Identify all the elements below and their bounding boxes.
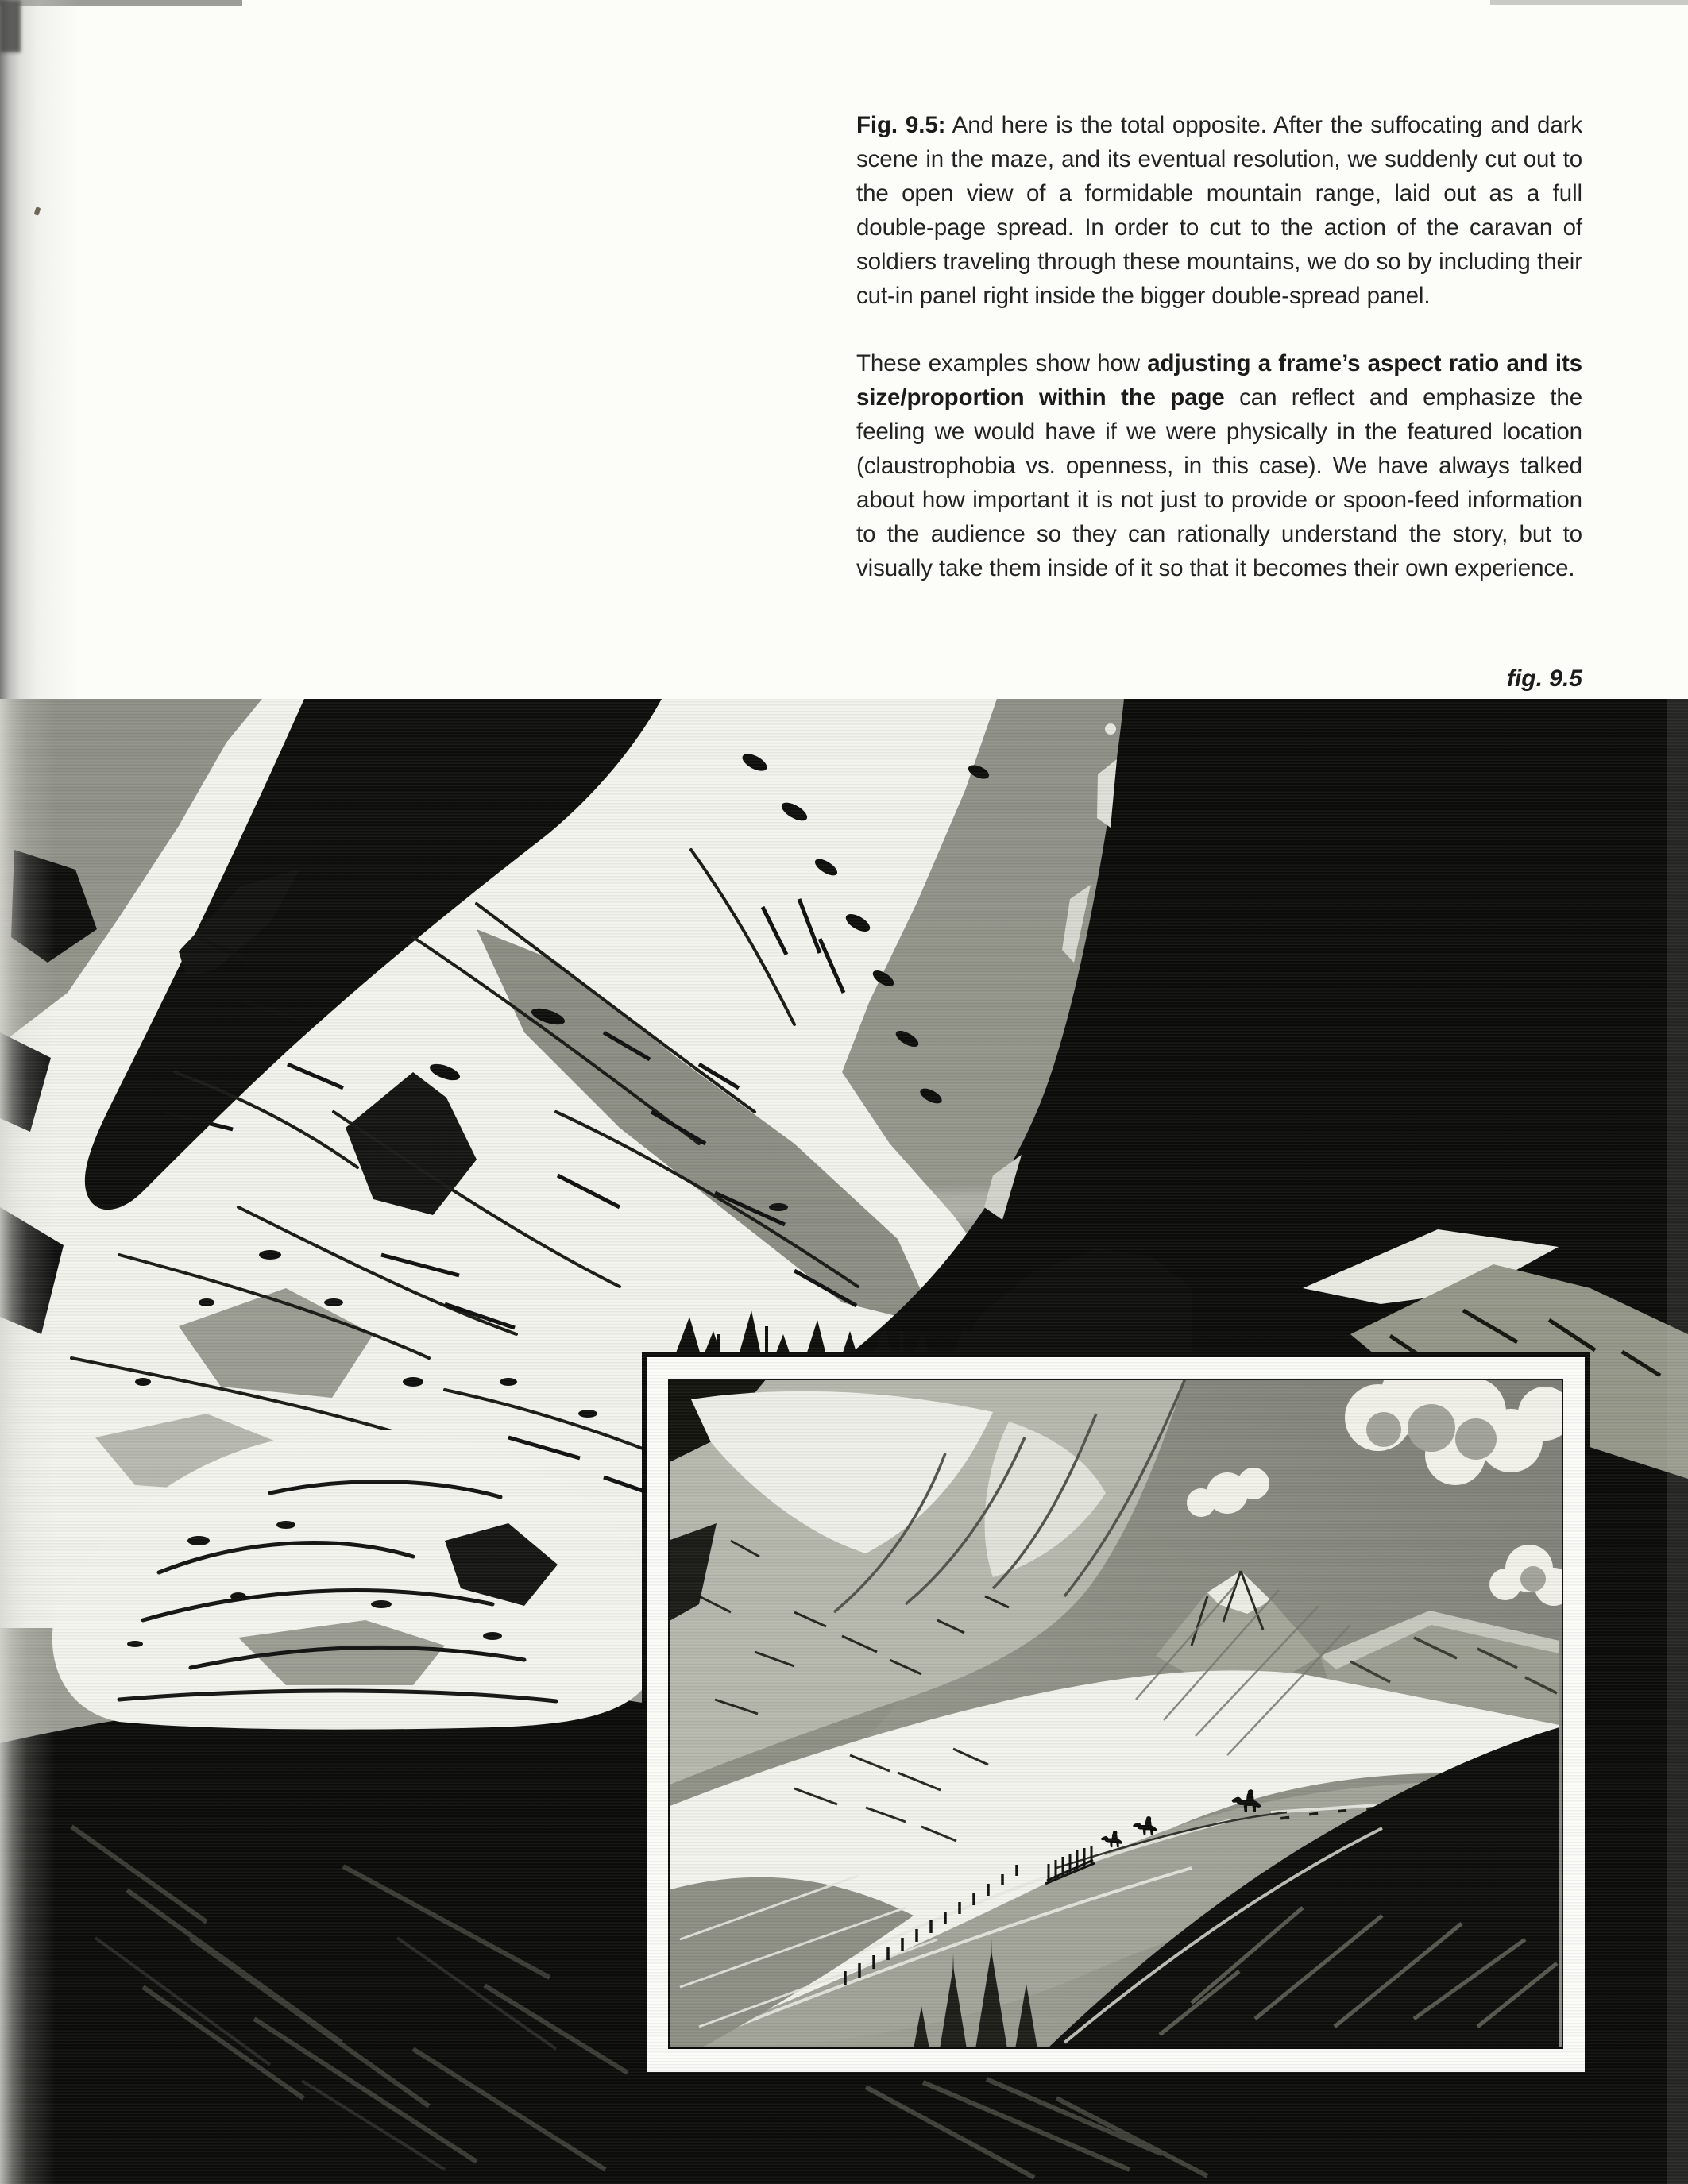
inset-panel xyxy=(644,1355,1587,2074)
commentary-paragraph xyxy=(856,346,1582,585)
mountain-spread-svg xyxy=(0,699,1688,2184)
inset-panel-scene xyxy=(668,1355,1573,2049)
caption-body: And here is the total opposite. After the suffocating and dark scene in the maze, and its eventual resolution, we suddenly cut out to the open view of a formidable mountain range, laid out as a full double-page spread. In order to cut to the action of the caravan of soldiers traveling through these mountains, we do so by including their cut-in panel right inside the bigger double-spread panel. xyxy=(856,112,1583,309)
fig-label: fig. 9.5 xyxy=(1506,666,1582,692)
text-column xyxy=(856,108,1582,619)
commentary-post: can reflect and emphasize the feeling we would have if we were physically in the featured location (claustrophobia vs. openness, in this case). We have always talked about how important it is not just to provide or spoon-feed information to the audience so they can rationally understand the story, but to visually take them inside of it so that it becomes their own experience. xyxy=(856,384,1582,581)
scan-edge-top-left xyxy=(0,0,242,6)
scan-gutter-shadow xyxy=(0,0,87,699)
commentary-bold-phrase: adjusting a frame’s aspect ratio and its size/proportion within the page xyxy=(856,350,1582,411)
commentary-pre: These examples show how xyxy=(856,350,1148,376)
caption-lead: Fig. 9.5: xyxy=(856,112,946,138)
mountain-spread-illustration xyxy=(0,699,1688,2184)
scan-gutter-corner xyxy=(0,0,21,52)
paper-speck xyxy=(34,206,41,215)
scan-edge-top-right xyxy=(1490,0,1688,5)
caption-paragraph xyxy=(856,108,1582,313)
